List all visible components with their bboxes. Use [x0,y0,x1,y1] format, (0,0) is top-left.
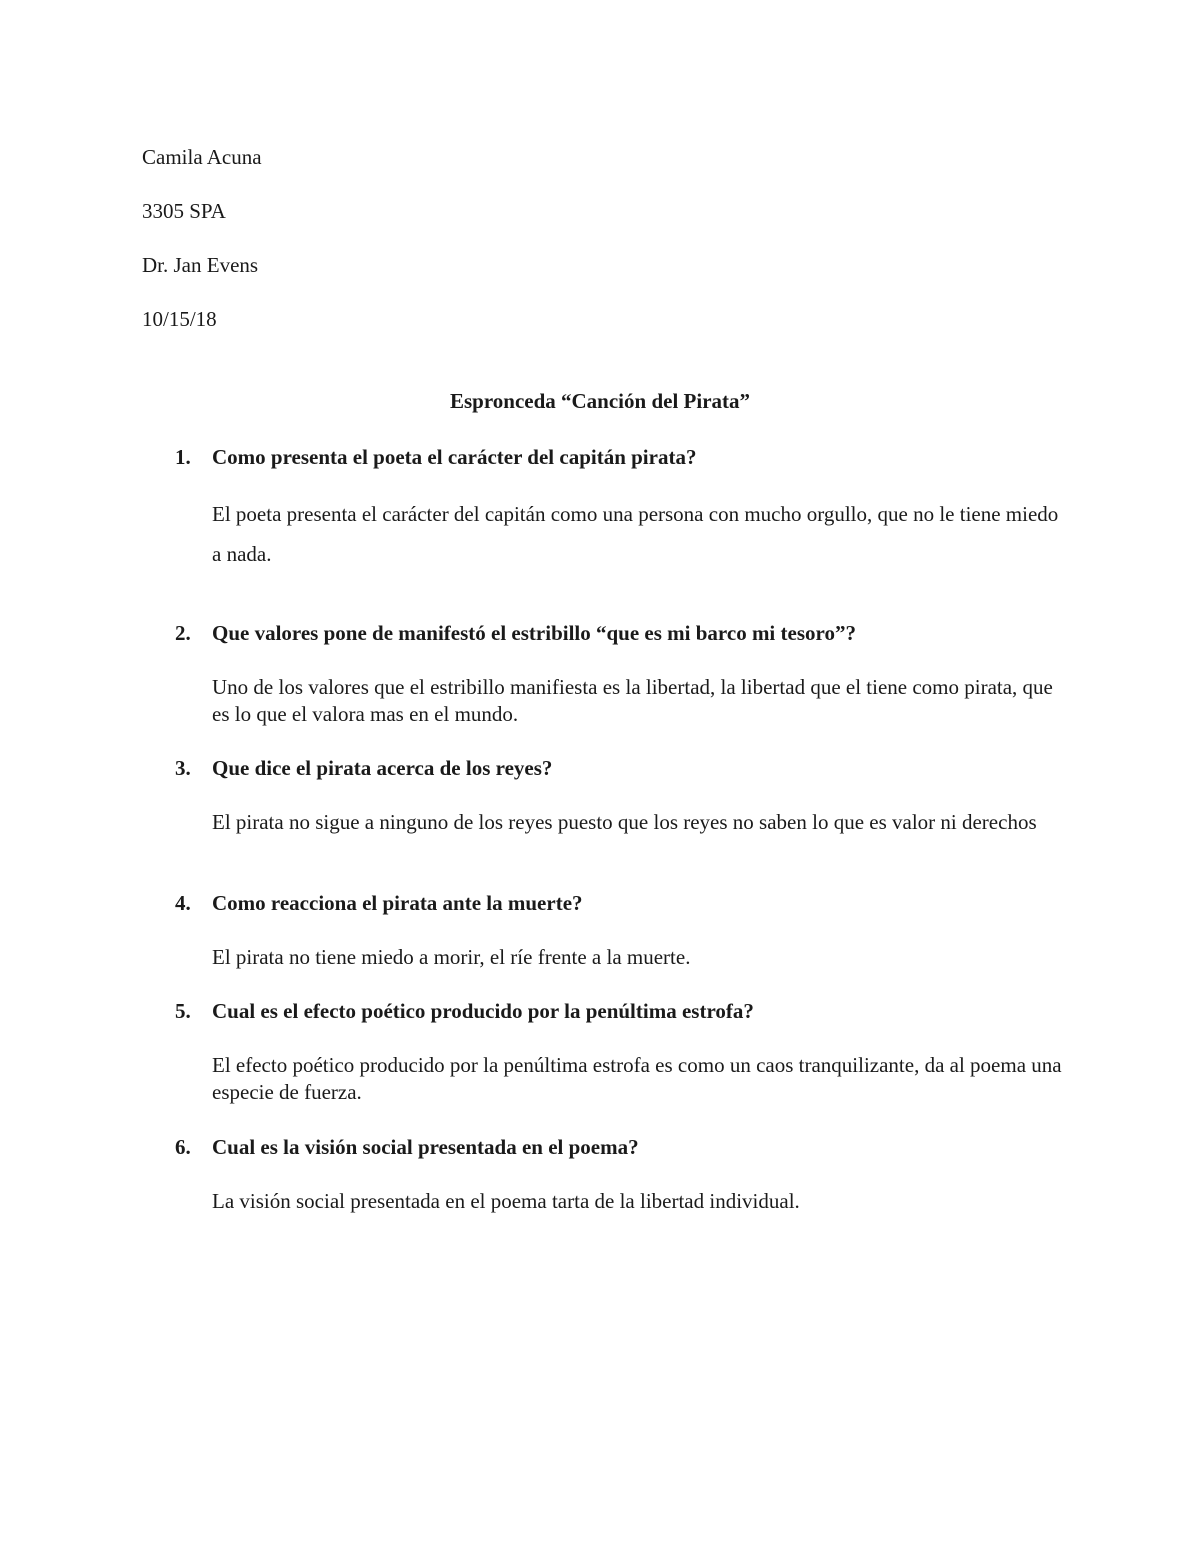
question-number: 3. [175,756,191,780]
question-4 [142,890,1072,916]
question-3 [142,755,1072,781]
question-block-5 [142,998,1072,1106]
question-text: Como reacciona el pirata ante la muerte? [212,891,583,915]
question-block-4 [142,890,1072,971]
question-block-2 [142,620,1072,728]
question-6 [142,1134,1072,1160]
course-code: 3305 SPA [142,199,226,223]
student-name: Camila Acuna [142,145,262,169]
answer-6: La visión social presentada en el poema tarta de la libertad individual. [212,1189,800,1213]
question-text: Cual es la visión social presentada en el poema? [212,1135,639,1159]
question-2 [142,620,1072,646]
answer-4: El pirata no tiene miedo a morir, el ríe frente a la muerte. [212,945,691,969]
question-number: 5. [175,999,191,1023]
question-text: Que dice el pirata acerca de los reyes? [212,756,553,780]
question-text: Cual es el efecto poético producido por la penúltima estrofa? [212,999,754,1023]
professor-name: Dr. Jan Evens [142,253,259,277]
question-number: 6. [175,1135,191,1159]
answer-5: El efecto poético producido por la penúltima estrofa es como un caos tranquilizante, da al poema una especie de fuerza. [212,1053,1062,1104]
date: 10/15/18 [142,307,217,331]
question-block-6 [142,1134,1072,1215]
answer-3: El pirata no sigue a ninguno de los reyes puesto que los reyes no saben lo que es valor ni derechos [212,810,1037,834]
answer-2: Uno de los valores que el estribillo manifiesta es la libertad, la libertad que el tiene como pirata, que es lo que el valora mas en el mundo. [212,675,1053,726]
answer-1: El poeta presenta el carácter del capitán como una persona con mucho orgullo, que no le tiene miedo a nada. [212,502,1059,566]
question-block-3 [142,755,1072,836]
question-number: 4. [175,891,191,915]
question-number: 1. [175,445,191,469]
question-text: Que valores pone de manifestó el estribillo “que es mi barco mi tesoro”? [212,621,856,645]
question-block-1 [142,444,1072,574]
question-5 [142,998,1072,1024]
document-title: Espronceda “Canción del Pirata” [449,389,751,413]
question-number: 2. [175,621,191,645]
question-1 [142,444,1072,470]
question-text: Como presenta el poeta el carácter del capitán pirata? [212,445,697,469]
